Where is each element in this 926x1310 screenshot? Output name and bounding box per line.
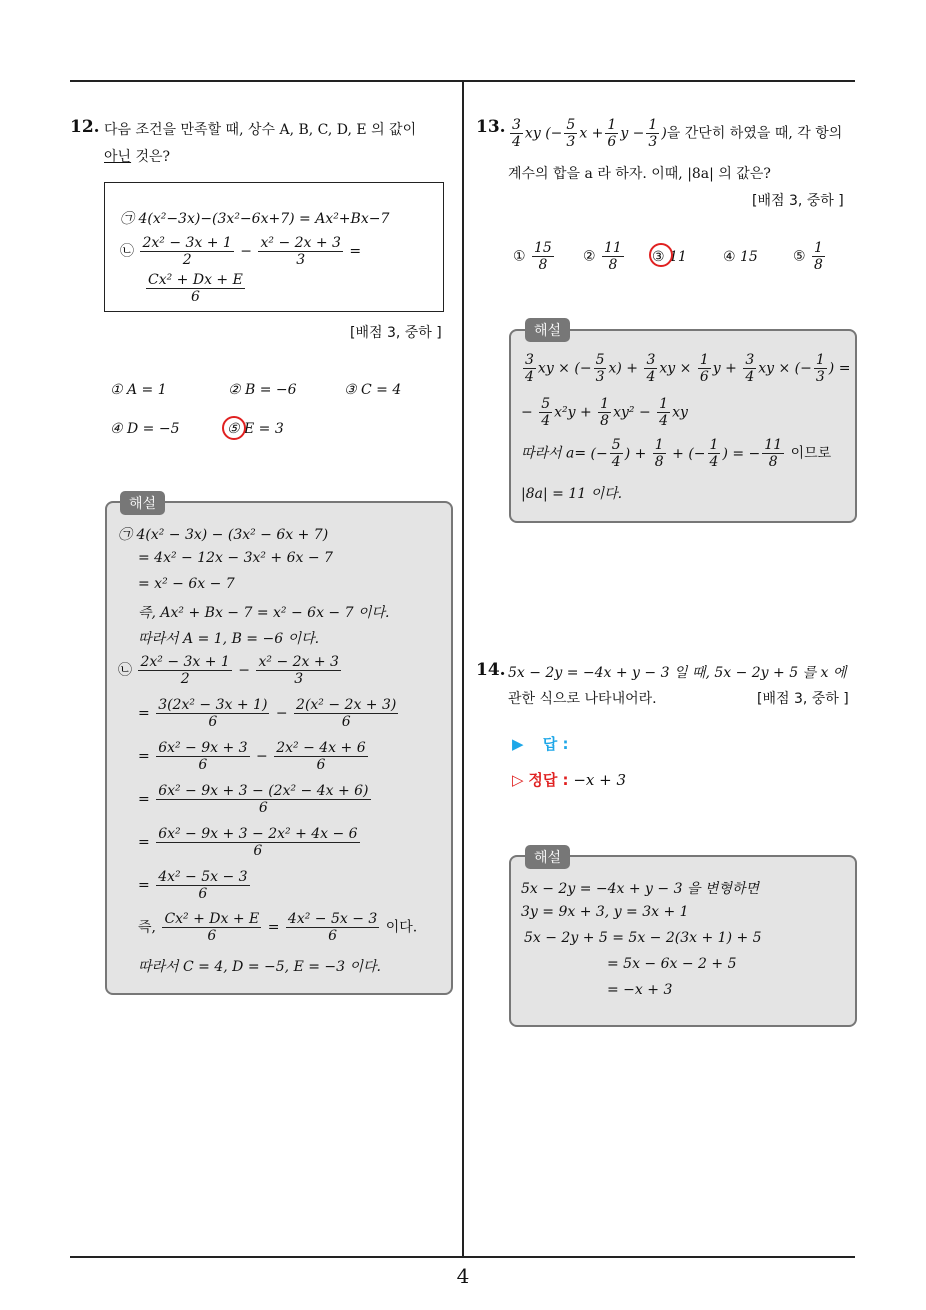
question-12-text-tail: 것은? xyxy=(131,149,171,165)
outline-play-icon: ▷ xyxy=(512,771,524,789)
fraction xyxy=(708,437,721,470)
minus-sign: − xyxy=(240,243,253,260)
solution-13-suffix: 이므로 xyxy=(790,445,832,462)
fraction-numerator: 1 xyxy=(654,437,664,453)
fraction-numerator: 11 xyxy=(764,437,783,453)
answer-label: 답 : xyxy=(542,735,569,753)
equals-sign: = xyxy=(138,705,150,722)
fraction xyxy=(594,352,607,385)
solution-13-line-2: − $\frac{5}{4}$ x²y + $\frac{1}{8}$ xy² − $\frac{1}{4}$ xy xyxy=(521,396,688,430)
bottom-rule xyxy=(70,1256,855,1258)
fraction-numerator: 4x² − 5x − 3 xyxy=(287,911,378,927)
close-paren: ) xyxy=(661,125,667,142)
condition-2-fraction-2 xyxy=(258,235,342,268)
question-13-score: [배점 3, 중하 ] xyxy=(752,193,844,209)
fraction-numerator: 1 xyxy=(659,396,669,412)
choice-5[interactable] xyxy=(793,240,827,273)
fraction xyxy=(762,437,784,470)
fraction xyxy=(294,697,398,730)
fraction-numerator: 3 xyxy=(512,117,521,133)
equals-sign: = xyxy=(138,748,150,765)
fraction xyxy=(598,396,611,429)
question-13-text-tail: 을 간단히 하였을 때, 각 항의 xyxy=(666,125,843,142)
fraction-numerator: 1 xyxy=(814,240,823,256)
fraction-numerator: 3 xyxy=(745,352,755,368)
fraction-numerator: 1 xyxy=(699,352,709,368)
choice-label: ③ xyxy=(652,249,665,265)
fraction-numerator: x² − 2x + 3 xyxy=(258,654,339,670)
fraction-denominator: 6 xyxy=(316,757,326,774)
open-paren: (− xyxy=(545,125,563,142)
solution-tag-14: 해설 xyxy=(525,845,570,869)
selected-answer-circle xyxy=(649,243,673,267)
minus-sign: − xyxy=(521,404,538,421)
minus-sign: − xyxy=(256,748,268,765)
answer-row[interactable] xyxy=(512,733,569,754)
fraction-numerator: 15 xyxy=(534,240,552,256)
correct-answer-value: −x + 3 xyxy=(573,771,626,789)
fraction-numerator: 5 xyxy=(595,352,605,368)
choice-1[interactable] xyxy=(513,240,556,273)
fraction-numerator: 6x² − 9x + 3 − 2x² + 4x − 6 xyxy=(158,826,358,842)
question-12-text-line1: 다음 조건을 만족할 때, 상수 A, B, C, D, E 의 값이 xyxy=(104,122,417,138)
fraction xyxy=(814,352,827,385)
condition-2-fraction-1 xyxy=(140,235,233,268)
solution-14-line: 3y = 9x + 3, y = 3x + 1 xyxy=(521,904,689,920)
fraction xyxy=(156,783,370,816)
fraction xyxy=(156,869,249,902)
equals-sign: = xyxy=(138,791,150,808)
fraction xyxy=(610,437,623,470)
fraction-denominator: 3 xyxy=(595,369,605,386)
equals-sign: = xyxy=(138,834,150,851)
fraction-numerator: 5 xyxy=(541,396,551,412)
solution-12-step-1 xyxy=(138,697,400,730)
question-13-text-line2: 계수의 합을 a 라 하자. 이때, |8a| 의 값은? xyxy=(508,166,771,182)
condition-2-fraction-3 xyxy=(146,272,245,305)
solution-12-line: 즉, Ax² + Bx − 7 = x² − 6x − 7 이다. xyxy=(138,605,390,621)
fraction-numerator: 1 xyxy=(709,437,719,453)
fraction-denominator: 4 xyxy=(611,454,621,471)
choice-5[interactable]: ⑤ E = 3 xyxy=(227,421,284,437)
fraction xyxy=(812,240,825,273)
choice-1[interactable]: ① A = 1 xyxy=(110,382,167,398)
column-divider xyxy=(462,82,464,1258)
fraction xyxy=(156,697,269,730)
fraction-denominator: 3 xyxy=(296,252,306,269)
fraction-numerator: 2x² − 3x + 1 xyxy=(140,654,230,670)
fraction-denominator: 4 xyxy=(541,413,551,430)
fraction-numerator: 1 xyxy=(607,117,617,133)
question-14-score: [배점 3, 중하 ] xyxy=(757,691,849,707)
expression-xy: xy xyxy=(524,125,541,142)
fraction-numerator: 3 xyxy=(646,352,656,368)
solution-13-line-4: |8a| = 11 이다. xyxy=(521,486,623,502)
fraction xyxy=(605,117,618,150)
fraction-denominator: 6 xyxy=(207,928,217,945)
choice-label: ② xyxy=(583,248,596,265)
solution-12-line: 따라서 A = 1, B = −6 이다. xyxy=(138,631,320,647)
fraction xyxy=(602,240,624,273)
fraction-denominator: 8 xyxy=(768,454,778,471)
fraction-denominator: 6 xyxy=(198,757,208,774)
fraction xyxy=(532,240,554,273)
fraction xyxy=(539,396,552,429)
fraction xyxy=(256,654,340,687)
question-12-score: [배점 3, 중하 ] xyxy=(350,325,442,341)
solution-12-line: = x² − 6x − 7 xyxy=(138,576,235,592)
fraction-denominator: 3 xyxy=(566,134,576,151)
solution-tag-13: 해설 xyxy=(525,318,570,342)
minus-sign: − xyxy=(238,662,251,679)
solution-12-label: ㉡ xyxy=(118,662,132,679)
fraction xyxy=(523,352,536,385)
question-12-text-line2 xyxy=(104,146,170,166)
underlined-not: 아닌 xyxy=(104,149,132,165)
condition-2 xyxy=(120,235,361,268)
solution-12-step-5 xyxy=(138,869,252,902)
fraction xyxy=(510,117,523,150)
fraction-denominator: 4 xyxy=(525,369,534,386)
solution-12-final: 따라서 C = 4, D = −5, E = −3 이다. xyxy=(138,959,382,975)
fraction-denominator: 8 xyxy=(608,257,618,274)
fraction xyxy=(156,826,359,859)
equals-sign: = xyxy=(138,877,150,894)
fraction xyxy=(743,352,756,385)
fraction-numerator: 2(x² − 2x + 3) xyxy=(296,697,397,713)
fraction-denominator: 6 xyxy=(699,369,709,386)
fraction-denominator: 6 xyxy=(208,714,218,731)
solution-14-line: = −x + 3 xyxy=(607,982,673,998)
solution-14-line: 5x − 2y + 5 = 5x − 2(3x + 1) + 5 xyxy=(524,930,762,946)
fraction-numerator: 11 xyxy=(604,240,622,256)
solution-14-line: = 5x − 6x − 2 + 5 xyxy=(607,956,737,972)
question-14-number: 14. xyxy=(476,660,506,680)
fraction-denominator: 4 xyxy=(512,134,521,151)
choice-label: ④ xyxy=(723,249,736,265)
fraction xyxy=(653,437,666,470)
fraction-denominator: 2 xyxy=(180,671,190,688)
fraction xyxy=(156,740,249,773)
solution-13-line-3 xyxy=(521,437,831,470)
equals-sign: = xyxy=(349,243,362,260)
fraction-denominator: 6 xyxy=(341,714,351,731)
fraction-numerator: 1 xyxy=(815,352,825,368)
fraction-numerator: x² − 2x + 3 xyxy=(260,235,341,251)
conclusion-suffix: 이다. xyxy=(385,919,418,936)
fraction xyxy=(646,117,659,150)
choice-2[interactable] xyxy=(583,240,626,273)
solution-12-line: ㉠ 4(x² − 3x) − (3x² − 6x + 7) xyxy=(118,527,329,543)
fraction-denominator: 4 xyxy=(745,369,755,386)
fraction xyxy=(286,911,379,944)
fraction xyxy=(162,911,261,944)
fraction-numerator: 2x² − 3x + 1 xyxy=(142,235,232,251)
choice-value: 11 xyxy=(669,249,687,265)
solution-tag-12: 해설 xyxy=(120,491,165,515)
fraction-numerator: 3(2x² − 3x + 1) xyxy=(158,697,268,713)
fraction-numerator: 5 xyxy=(566,117,576,133)
choice-label: ① xyxy=(513,248,526,265)
fraction xyxy=(698,352,711,385)
condition-2-rhs xyxy=(144,272,247,305)
choice-value: 15 xyxy=(740,249,758,265)
play-icon: ▶ xyxy=(512,735,524,753)
correct-answer-row xyxy=(512,769,626,790)
fraction-denominator: 4 xyxy=(646,369,656,386)
fraction-numerator: Cx² + Dx + E xyxy=(148,272,243,288)
fraction xyxy=(138,654,231,687)
question-12-number: 12. xyxy=(70,117,100,137)
fraction-numerator: 3 xyxy=(525,352,534,368)
fraction-numerator: 4x² − 5x − 3 xyxy=(158,869,248,885)
fraction-denominator: 8 xyxy=(654,454,664,471)
choice-label: ⑤ xyxy=(793,248,806,265)
fraction-denominator: 8 xyxy=(600,413,610,430)
fraction-denominator: 3 xyxy=(294,671,304,688)
choice-4[interactable] xyxy=(723,249,758,265)
solution-12-step-3 xyxy=(138,783,373,816)
equals-sign: = xyxy=(267,919,280,936)
solution-13-line-1: $\frac{3}{4}$ xy × (− $\frac{5}{3}$ x) + $\frac{3}{4}$ xy × $\frac{1}{6}$ y + $\frac{3}{4}$ xy × (− $\frac{1}{3}$ ) = xyxy=(525,352,851,386)
solution-12-conclusion xyxy=(138,911,417,944)
fraction-numerator: 6x² − 9x + 3 − (2x² − 4x + 6) xyxy=(158,783,369,799)
fraction-denominator: 4 xyxy=(709,454,719,471)
fraction-numerator: 1 xyxy=(600,396,610,412)
fraction-denominator: 8 xyxy=(538,257,548,274)
choice-2[interactable]: ② B = −6 xyxy=(228,382,297,398)
solution-12-step-4 xyxy=(138,826,362,859)
fraction-numerator: 2x² − 4x + 6 xyxy=(276,740,366,756)
conclusion-prefix: 즉, xyxy=(138,919,156,936)
fraction-numerator: 1 xyxy=(648,117,658,133)
question-14-text-line1: 5x − 2y = −4x + y − 3 일 때, 5x − 2y + 5 를 x 에 xyxy=(508,665,847,681)
fraction xyxy=(564,117,577,150)
fraction xyxy=(644,352,657,385)
fraction-numerator: 5 xyxy=(611,437,621,453)
fraction-numerator: 6x² − 9x + 3 xyxy=(158,740,248,756)
correct-answer-label: 정답 : xyxy=(528,771,569,789)
solution-12-step-2 xyxy=(138,740,370,773)
fraction xyxy=(657,396,670,429)
fraction-denominator: 6 xyxy=(258,800,268,817)
expression: (− $\frac{5}{4}$ ) + $\frac{1}{8}$ + (− $\frac{1}{4}$ ) = − $\frac{11}{8}$ xyxy=(586,437,783,471)
question-13-number: 13. xyxy=(476,117,506,137)
selected-answer-circle xyxy=(222,416,246,440)
fraction-denominator: 6 xyxy=(190,289,200,306)
question-13-text-line1 xyxy=(508,117,842,150)
solution-14-line: 5x − 2y = −4x + y − 3 을 변형하면 xyxy=(521,881,760,897)
choice-3[interactable]: ③ C = 4 xyxy=(344,382,402,398)
fraction-denominator: 6 xyxy=(198,886,208,903)
fraction xyxy=(274,740,367,773)
solution-12-line: = 4x² − 12x − 3x² + 6x − 7 xyxy=(138,550,333,566)
condition-2-label: ㉡ xyxy=(120,243,134,260)
fraction-denominator: 8 xyxy=(814,257,823,274)
fraction-denominator: 4 xyxy=(659,413,669,430)
fraction-denominator: 3 xyxy=(815,369,825,386)
minus-sign: − xyxy=(275,705,288,722)
fraction-denominator: 6 xyxy=(328,928,338,945)
solution-13-prefix: 따라서 a= xyxy=(521,445,587,462)
page-number: 4 xyxy=(456,1264,470,1288)
fraction-denominator: 6 xyxy=(253,843,263,860)
solution-12-step-0 xyxy=(118,654,343,687)
expression-part: y − xyxy=(620,125,645,142)
fraction-numerator: Cx² + Dx + E xyxy=(164,911,260,927)
expression-part: x + xyxy=(579,125,604,142)
fraction-denominator: 3 xyxy=(648,134,658,151)
fraction-denominator: 2 xyxy=(182,252,192,269)
choice-4[interactable]: ④ D = −5 xyxy=(110,421,180,437)
question-14-text-line2: 관한 식으로 나타내어라. xyxy=(508,691,657,707)
fraction-denominator: 6 xyxy=(607,134,617,151)
condition-1: ㉠ 4(x²−3x)−(3x²−6x+7) = Ax²+Bx−7 xyxy=(120,211,390,227)
